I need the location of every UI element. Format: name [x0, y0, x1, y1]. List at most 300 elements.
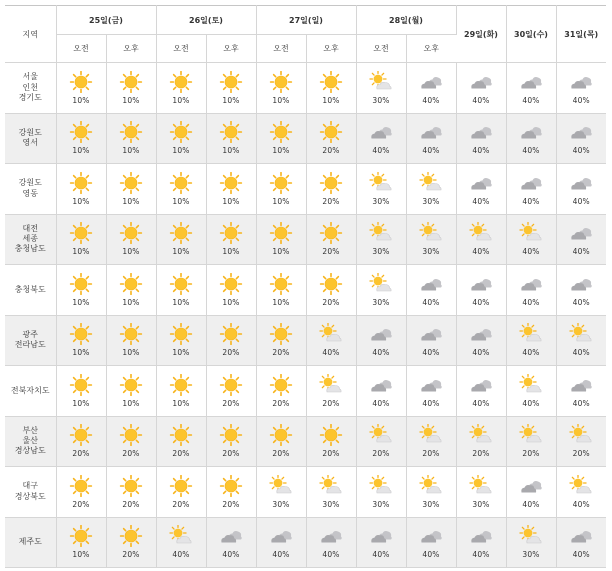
sunny-icon: [319, 172, 343, 194]
forecast-cell: [506, 265, 556, 316]
partly-cloudy-icon: [369, 172, 393, 194]
partly-cloudy-icon: [519, 525, 543, 547]
forecast-cell: [156, 366, 206, 417]
forecast-cell: [156, 265, 206, 316]
forecast-cell: [406, 416, 456, 467]
forecast-cell: [556, 315, 606, 366]
partly-cloudy-icon: [419, 172, 443, 194]
precipitation-chance: 40%: [172, 550, 190, 560]
am-header: 오전: [356, 35, 406, 63]
sunny-icon: [169, 475, 193, 497]
sunny-icon: [119, 273, 143, 295]
table-header: [5, 6, 606, 63]
forecast-cell: [206, 113, 256, 164]
precipitation-chance: 20%: [322, 247, 340, 257]
partly-cloudy-icon: [419, 475, 443, 497]
cloudy-icon: [469, 121, 493, 143]
forecast-cell: [106, 366, 156, 417]
region-name-line: 울산: [22, 436, 38, 446]
forecast-cell: [206, 416, 256, 467]
forecast-cell: [56, 63, 106, 114]
partly-cloudy-icon: [369, 424, 393, 446]
forecast-cell: [256, 416, 306, 467]
cloudy-icon: [569, 172, 593, 194]
forecast-cell: [106, 315, 156, 366]
precipitation-chance: 40%: [422, 550, 440, 560]
sunny-icon: [269, 273, 293, 295]
table-row: [5, 366, 606, 417]
region-name-line: 영동: [22, 188, 38, 198]
table-row: [5, 467, 606, 518]
forecast-cell: [306, 517, 356, 568]
forecast-cell: [56, 416, 106, 467]
region-name-line: 광주: [22, 329, 38, 339]
precipitation-chance: 10%: [122, 196, 140, 206]
cloudy-icon: [219, 525, 243, 547]
precipitation-chance: 40%: [522, 398, 540, 408]
precipitation-chance: 10%: [272, 95, 290, 105]
sunny-icon: [119, 525, 143, 547]
forecast-cell: [56, 265, 106, 316]
sunny-icon: [69, 273, 93, 295]
precipitation-chance: 40%: [572, 196, 590, 206]
sunny-icon: [319, 424, 343, 446]
cloudy-icon: [369, 525, 393, 547]
partly-cloudy-icon: [319, 374, 343, 396]
sunny-icon: [169, 172, 193, 194]
pm-header: 오후: [106, 35, 156, 63]
precipitation-chance: 30%: [272, 499, 290, 509]
forecast-cell: [556, 113, 606, 164]
precipitation-chance: 40%: [472, 196, 490, 206]
day-header-28: 28일(월): [356, 6, 456, 35]
precipitation-chance: 20%: [322, 146, 340, 156]
table-row: [5, 265, 606, 316]
precipitation-chance: 10%: [122, 348, 140, 358]
partly-cloudy-icon: [569, 475, 593, 497]
precipitation-chance: 40%: [472, 398, 490, 408]
table-row: [5, 214, 606, 265]
precipitation-chance: 40%: [422, 146, 440, 156]
precipitation-chance: 40%: [422, 95, 440, 105]
precipitation-chance: 10%: [72, 247, 90, 257]
forecast-cell: [106, 164, 156, 215]
forecast-cell: [406, 265, 456, 316]
forecast-cell: [156, 315, 206, 366]
region-name: [5, 416, 56, 467]
forecast-cell: [156, 214, 206, 265]
precipitation-chance: 20%: [122, 499, 140, 509]
sunny-icon: [119, 424, 143, 446]
forecast-cell: [506, 315, 556, 366]
precipitation-chance: 20%: [72, 499, 90, 509]
forecast-cell: [406, 164, 456, 215]
precipitation-chance: 40%: [522, 297, 540, 307]
forecast-cell: [156, 164, 206, 215]
partly-cloudy-icon: [569, 424, 593, 446]
forecast-cell: [306, 214, 356, 265]
precipitation-chance: 10%: [72, 95, 90, 105]
precipitation-chance: 40%: [522, 196, 540, 206]
forecast-cell: [506, 214, 556, 265]
precipitation-chance: 10%: [172, 348, 190, 358]
table-row: [5, 416, 606, 467]
cloudy-icon: [569, 222, 593, 244]
partly-cloudy-icon: [419, 424, 443, 446]
precipitation-chance: 40%: [322, 550, 340, 560]
cloudy-icon: [319, 525, 343, 547]
sunny-icon: [219, 121, 243, 143]
precipitation-chance: 20%: [222, 348, 240, 358]
forecast-cell: [556, 164, 606, 215]
precipitation-chance: 10%: [72, 146, 90, 156]
precipitation-chance: 30%: [372, 196, 390, 206]
sunny-icon: [169, 222, 193, 244]
forecast-cell: [356, 315, 406, 366]
region-name: [5, 467, 56, 518]
forecast-cell: [306, 366, 356, 417]
forecast-cell: [556, 63, 606, 114]
forecast-cell: [206, 214, 256, 265]
region-name-line: 경상북도: [14, 491, 46, 501]
precipitation-chance: 30%: [522, 550, 540, 560]
precipitation-chance: 40%: [522, 348, 540, 358]
precipitation-chance: 10%: [222, 146, 240, 156]
region-name: [5, 315, 56, 366]
cloudy-icon: [569, 374, 593, 396]
forecast-cell: [256, 366, 306, 417]
precipitation-chance: 40%: [572, 348, 590, 358]
precipitation-chance: 20%: [422, 449, 440, 459]
cloudy-icon: [519, 172, 543, 194]
cloudy-icon: [519, 273, 543, 295]
cloudy-icon: [469, 71, 493, 93]
region-name-line: 영서: [22, 138, 38, 148]
region-name-line: 강원도: [18, 178, 42, 188]
forecast-cell: [556, 517, 606, 568]
day-header-26: 26일(토): [156, 6, 256, 35]
cloudy-icon: [419, 525, 443, 547]
cloudy-icon: [369, 374, 393, 396]
precipitation-chance: 40%: [472, 146, 490, 156]
precipitation-chance: 20%: [172, 499, 190, 509]
forecast-cell: [306, 315, 356, 366]
cloudy-icon: [419, 273, 443, 295]
precipitation-chance: 40%: [322, 348, 340, 358]
forecast-cell: [506, 164, 556, 215]
cloudy-icon: [519, 475, 543, 497]
region-name: [5, 63, 56, 114]
precipitation-chance: 10%: [122, 297, 140, 307]
sunny-icon: [69, 475, 93, 497]
forecast-cell: [206, 63, 256, 114]
precipitation-chance: 40%: [372, 146, 390, 156]
forecast-cell: [456, 315, 506, 366]
region-name-line: 충청남도: [14, 244, 46, 254]
forecast-cell: [556, 416, 606, 467]
sunny-icon: [219, 323, 243, 345]
cloudy-icon: [419, 71, 443, 93]
precipitation-chance: 20%: [322, 196, 340, 206]
forecast-cell: [206, 517, 256, 568]
cloudy-icon: [569, 525, 593, 547]
forecast-cell: [256, 467, 306, 518]
precipitation-chance: 20%: [372, 449, 390, 459]
table-row: [5, 113, 606, 164]
forecast-cell: [456, 113, 506, 164]
precipitation-chance: 40%: [472, 348, 490, 358]
partly-cloudy-icon: [369, 273, 393, 295]
forecast-cell: [56, 517, 106, 568]
precipitation-chance: 40%: [522, 499, 540, 509]
partly-cloudy-icon: [369, 71, 393, 93]
cloudy-icon: [469, 525, 493, 547]
partly-cloudy-icon: [569, 323, 593, 345]
forecast-cell: [206, 164, 256, 215]
forecast-cell: [306, 416, 356, 467]
forecast-cell: [456, 63, 506, 114]
forecast-cell: [156, 467, 206, 518]
sunny-icon: [169, 273, 193, 295]
precipitation-chance: 20%: [322, 297, 340, 307]
day-header-29: 29일(화): [456, 6, 506, 63]
forecast-cell: [256, 315, 306, 366]
forecast-cell: [306, 467, 356, 518]
cloudy-icon: [369, 323, 393, 345]
precipitation-chance: 20%: [222, 398, 240, 408]
precipitation-chance: 10%: [172, 196, 190, 206]
table-row: [5, 63, 606, 114]
precipitation-chance: 40%: [422, 297, 440, 307]
precipitation-chance: 20%: [322, 398, 340, 408]
sunny-icon: [69, 374, 93, 396]
partly-cloudy-icon: [269, 475, 293, 497]
region-name-line: 충청북도: [14, 284, 46, 294]
day-header-27: 27일(일): [256, 6, 356, 35]
sunny-icon: [219, 273, 243, 295]
partly-cloudy-icon: [369, 222, 393, 244]
forecast-cell: [506, 517, 556, 568]
precipitation-chance: 10%: [172, 398, 190, 408]
sunny-icon: [119, 71, 143, 93]
precipitation-chance: 10%: [72, 348, 90, 358]
forecast-cell: [406, 517, 456, 568]
precipitation-chance: 20%: [122, 449, 140, 459]
precipitation-chance: 40%: [572, 550, 590, 560]
precipitation-chance: 40%: [422, 398, 440, 408]
forecast-cell: [506, 366, 556, 417]
forecast-cell: [306, 164, 356, 215]
table-row: [5, 315, 606, 366]
partly-cloudy-icon: [519, 424, 543, 446]
am-header: 오전: [56, 35, 106, 63]
cloudy-icon: [419, 121, 443, 143]
sunny-icon: [219, 222, 243, 244]
region-name-line: 서울: [22, 72, 38, 82]
precipitation-chance: 40%: [372, 398, 390, 408]
precipitation-chance: 30%: [422, 247, 440, 257]
region-name-line: 강원도: [18, 127, 42, 137]
forecast-cell: [356, 214, 406, 265]
forecast-cell: [56, 315, 106, 366]
forecast-cell: [556, 467, 606, 518]
precipitation-chance: 30%: [422, 499, 440, 509]
cloudy-icon: [469, 172, 493, 194]
forecast-cell: [506, 416, 556, 467]
precipitation-chance: 10%: [72, 398, 90, 408]
precipitation-chance: 30%: [472, 499, 490, 509]
precipitation-chance: 40%: [572, 146, 590, 156]
partly-cloudy-icon: [319, 323, 343, 345]
forecast-cell: [506, 113, 556, 164]
precipitation-chance: 10%: [172, 146, 190, 156]
forecast-cell: [356, 265, 406, 316]
forecast-cell: [256, 517, 306, 568]
forecast-cell: [56, 214, 106, 265]
forecast-cell: [306, 63, 356, 114]
sunny-icon: [169, 424, 193, 446]
forecast-cell: [156, 113, 206, 164]
forecast-cell: [356, 164, 406, 215]
precipitation-chance: 20%: [522, 449, 540, 459]
cloudy-icon: [519, 71, 543, 93]
region-name: [5, 164, 56, 215]
sunny-icon: [119, 374, 143, 396]
sunny-icon: [69, 323, 93, 345]
precipitation-chance: 40%: [372, 550, 390, 560]
forecast-cell: [106, 63, 156, 114]
sunny-icon: [119, 172, 143, 194]
weekly-forecast-panel: [5, 5, 606, 566]
forecast-cell: [56, 113, 106, 164]
region-name-line: 대구: [22, 481, 38, 491]
region-name-line: 제주도: [18, 537, 42, 547]
forecast-cell: [406, 214, 456, 265]
forecast-cell: [206, 265, 256, 316]
region-name-line: 전라남도: [14, 340, 46, 350]
precipitation-chance: 40%: [472, 247, 490, 257]
region-name: [5, 517, 56, 568]
partly-cloudy-icon: [469, 424, 493, 446]
forecast-cell: [156, 416, 206, 467]
precipitation-chance: 40%: [372, 348, 390, 358]
forecast-cell: [206, 366, 256, 417]
sunny-icon: [219, 424, 243, 446]
forecast-cell: [256, 63, 306, 114]
precipitation-chance: 20%: [272, 398, 290, 408]
precipitation-chance: 10%: [122, 398, 140, 408]
forecast-cell: [106, 214, 156, 265]
precipitation-chance: 30%: [372, 247, 390, 257]
precipitation-chance: 30%: [422, 196, 440, 206]
partly-cloudy-icon: [469, 222, 493, 244]
region-name: [5, 265, 56, 316]
forecast-cell: [456, 265, 506, 316]
pm-header: 오후: [206, 35, 256, 63]
precipitation-chance: 40%: [522, 95, 540, 105]
forecast-cell: [256, 265, 306, 316]
cloudy-icon: [519, 121, 543, 143]
day-header-30: 30일(수): [506, 6, 556, 63]
partly-cloudy-icon: [169, 525, 193, 547]
precipitation-chance: 20%: [72, 449, 90, 459]
pm-header: 오후: [406, 35, 456, 63]
forecast-cell: [456, 467, 506, 518]
forecast-cell: [356, 517, 406, 568]
sunny-icon: [219, 374, 243, 396]
precipitation-chance: 40%: [472, 95, 490, 105]
precipitation-chance: 20%: [272, 449, 290, 459]
region-name: [5, 366, 56, 417]
sunny-icon: [319, 71, 343, 93]
partly-cloudy-icon: [369, 475, 393, 497]
region-column-header: 지역: [5, 6, 56, 63]
partly-cloudy-icon: [469, 475, 493, 497]
forecast-cell: [506, 63, 556, 114]
precipitation-chance: 30%: [372, 297, 390, 307]
sunny-icon: [69, 71, 93, 93]
precipitation-chance: 40%: [272, 550, 290, 560]
region-name-line: 인천: [22, 82, 38, 92]
precipitation-chance: 40%: [222, 550, 240, 560]
precipitation-chance: 10%: [272, 247, 290, 257]
precipitation-chance: 10%: [172, 95, 190, 105]
precipitation-chance: 30%: [372, 499, 390, 509]
precipitation-chance: 10%: [222, 297, 240, 307]
forecast-cell: [456, 517, 506, 568]
forecast-cell: [56, 467, 106, 518]
am-header: 오전: [256, 35, 306, 63]
forecast-cell: [206, 315, 256, 366]
forecast-cell: [356, 366, 406, 417]
sunny-icon: [269, 323, 293, 345]
forecast-cell: [406, 366, 456, 417]
forecast-cell: [556, 366, 606, 417]
cloudy-icon: [419, 323, 443, 345]
precipitation-chance: 10%: [72, 297, 90, 307]
sunny-icon: [119, 222, 143, 244]
precipitation-chance: 10%: [172, 247, 190, 257]
sunny-icon: [269, 71, 293, 93]
precipitation-chance: 40%: [422, 348, 440, 358]
sunny-icon: [69, 172, 93, 194]
precipitation-chance: 40%: [572, 247, 590, 257]
precipitation-chance: 40%: [572, 297, 590, 307]
precipitation-chance: 10%: [322, 95, 340, 105]
cloudy-icon: [269, 525, 293, 547]
weekly-forecast-table: [5, 5, 606, 568]
table-row: [5, 517, 606, 568]
precipitation-chance: 20%: [322, 449, 340, 459]
partly-cloudy-icon: [519, 374, 543, 396]
cloudy-icon: [569, 121, 593, 143]
partly-cloudy-icon: [419, 222, 443, 244]
region-name: [5, 113, 56, 164]
forecast-cell: [56, 366, 106, 417]
sunny-icon: [69, 525, 93, 547]
cloudy-icon: [469, 323, 493, 345]
forecast-cell: [106, 517, 156, 568]
sunny-icon: [319, 222, 343, 244]
cloudy-icon: [419, 374, 443, 396]
sunny-icon: [69, 222, 93, 244]
precipitation-chance: 40%: [572, 499, 590, 509]
sunny-icon: [169, 71, 193, 93]
forecast-cell: [156, 63, 206, 114]
forecast-cell: [456, 366, 506, 417]
precipitation-chance: 10%: [272, 297, 290, 307]
table-body: [5, 63, 606, 568]
